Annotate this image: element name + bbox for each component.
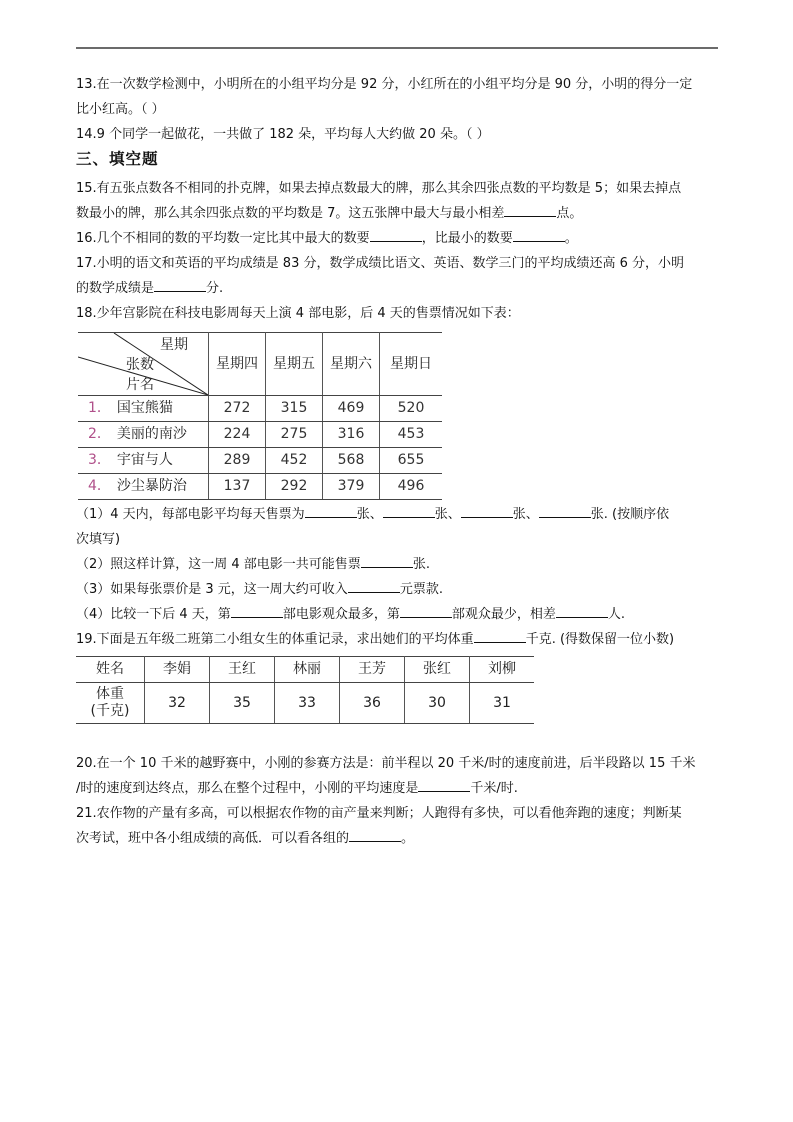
question-18-part-4 — [76, 602, 720, 627]
question-16 — [76, 226, 720, 251]
question-20 — [76, 751, 720, 801]
q18-text: 18.少年宫影院在科技电影周每天上演 4 部电影，后 4 天的售票情况如下表： — [76, 306, 520, 321]
question-13 — [76, 72, 720, 122]
row-header — [76, 683, 145, 724]
table-cell: 292 — [266, 474, 323, 500]
column-header: 星期日 — [380, 333, 443, 396]
answer-blank[interactable] — [348, 577, 400, 593]
question-19 — [76, 627, 720, 652]
answer-blank[interactable] — [361, 552, 413, 568]
table-cell: 452 — [266, 448, 323, 474]
worksheet-content — [76, 72, 720, 851]
answer-blank[interactable] — [370, 226, 422, 242]
question-21 — [76, 801, 720, 851]
q20-unit: 千米/时. — [470, 781, 518, 796]
q18-sub3-unit: 元票款. — [399, 582, 443, 597]
table-cell: 32 — [145, 683, 210, 724]
table-cell: 224 — [209, 422, 266, 448]
answer-blank[interactable] — [539, 502, 591, 518]
q19-unit: 千克. (得数保留一位小数) — [525, 632, 675, 647]
q14-text: 14.9 个同学一起做花，一共做了 182 朵，平均每人大约做 20 朵。（ ） — [76, 127, 490, 142]
weight-table — [76, 656, 534, 724]
q18-sub2-unit: 张. — [412, 557, 430, 572]
q17-unit: 分. — [206, 281, 224, 296]
q20-text-line2: /时的速度到达终点，那么在整个过程中，小刚的平均速度是 — [76, 781, 419, 796]
answer-blank[interactable] — [383, 502, 435, 518]
column-header: 王芳 — [340, 657, 405, 683]
q18-sub1-end: 张. (按顺序依 — [590, 507, 670, 522]
answer-blank[interactable] — [418, 776, 470, 792]
film-name: 国宝熊猫 — [116, 400, 173, 416]
table-cell: 655 — [380, 448, 443, 474]
ticket-sales-table — [78, 332, 442, 500]
row-label-unit: (千克) — [90, 703, 130, 719]
column-header: 李娟 — [145, 657, 210, 683]
table-cell: 36 — [340, 683, 405, 724]
film-index: 4． — [88, 478, 111, 494]
table-cell: 289 — [209, 448, 266, 474]
answer-blank[interactable] — [231, 602, 283, 618]
q18-sub1-sep: 张、 — [356, 507, 383, 522]
column-header: 王红 — [210, 657, 275, 683]
corner-label-tickets: 张数 — [126, 357, 154, 373]
question-18-part-2 — [76, 552, 720, 577]
table-cell: 520 — [380, 396, 443, 422]
question-15 — [76, 176, 720, 226]
table-header-row — [76, 657, 534, 683]
table-cell: 30 — [405, 683, 470, 724]
corner-label-weekday: 星期 — [160, 337, 188, 353]
q18-sub4-unit: 人. — [607, 607, 625, 622]
film-name-cell — [78, 474, 209, 500]
answer-blank[interactable] — [154, 276, 206, 292]
section-title-fill-in: 三、填空题 — [76, 150, 159, 168]
answer-blank[interactable] — [556, 602, 608, 618]
answer-blank[interactable] — [400, 602, 452, 618]
question-18-part-1 — [76, 502, 720, 552]
film-name: 宇宙与人 — [116, 452, 173, 468]
table-cell: 35 — [210, 683, 275, 724]
film-index: 2． — [88, 426, 111, 442]
table-row — [78, 422, 442, 448]
table-row — [78, 448, 442, 474]
table-cell: 33 — [275, 683, 340, 724]
q18-sub4-mid2: 部观众最少，相差 — [451, 607, 556, 622]
table-row — [78, 474, 442, 500]
question-18-intro — [76, 301, 720, 326]
q20-text-line1: 20.在一个 10 千米的越野赛中，小刚的参赛方法是：前半程以 20 千米/时的速度前进，后半段路以 15 千米 — [76, 756, 696, 771]
q18-sub1-line2: 次填写) — [76, 532, 121, 547]
q18-sub4-text: （4）比较一下后 4 天，第 — [76, 607, 231, 622]
q15-text-line1: 15.有五张点数各不相同的扑克牌，如果去掉点数最大的牌，那么其余四张点数的平均数是 5；如果去掉点 — [76, 181, 682, 196]
table-cell: 272 — [209, 396, 266, 422]
table-row — [76, 683, 534, 724]
column-header: 星期五 — [266, 333, 323, 396]
table-header-row — [78, 333, 442, 396]
film-name-cell — [78, 396, 209, 422]
table-cell: 137 — [209, 474, 266, 500]
column-header: 星期六 — [323, 333, 380, 396]
question-17 — [76, 251, 720, 301]
q17-text-line2: 的数学成绩是 — [76, 281, 155, 296]
answer-blank[interactable] — [513, 226, 565, 242]
answer-blank[interactable] — [305, 502, 357, 518]
row-label: 体重 — [96, 686, 124, 702]
q18-sub3-text: （3）如果每张票价是 3 元，这一周大约可收入 — [76, 582, 348, 597]
table-cell: 316 — [323, 422, 380, 448]
q18-sub1-sep: 张、 — [434, 507, 461, 522]
q18-sub2-text: （2）照这样计算，这一周 4 部电影一共可能售票 — [76, 557, 361, 572]
diagonal-corner-cell — [78, 333, 209, 396]
film-name-cell — [78, 448, 209, 474]
q18-sub1-sep: 张、 — [512, 507, 539, 522]
film-name-cell — [78, 422, 209, 448]
film-name: 美丽的南沙 — [116, 426, 187, 442]
table-cell: 379 — [323, 474, 380, 500]
column-header: 星期四 — [209, 333, 266, 396]
answer-blank[interactable] — [461, 502, 513, 518]
table-cell: 469 — [323, 396, 380, 422]
row-header: 姓名 — [76, 657, 145, 683]
table-cell: 31 — [470, 683, 535, 724]
q19-text: 19.下面是五年级二班第二小组女生的体重记录，求出她们的平均体重 — [76, 632, 474, 647]
table-cell: 315 — [266, 396, 323, 422]
table-row — [78, 396, 442, 422]
q16-text-mid: ，比最小的数要 — [421, 231, 513, 246]
answer-blank[interactable] — [349, 826, 401, 842]
spacer — [76, 724, 720, 751]
table-cell: 496 — [380, 474, 443, 500]
film-name: 沙尘暴防治 — [116, 478, 187, 494]
question-14 — [76, 122, 720, 147]
q21-text-line1: 21.农作物的产量有多高，可以根据农作物的亩产量来判断；人跑得有多快，可以看他奔跑的速度；判断某 — [76, 806, 682, 821]
q21-end: 。 — [401, 831, 415, 846]
film-index: 3． — [88, 452, 111, 468]
q15-text-line2: 数最小的牌，那么其余四张点数的平均数是 7。这五张牌中最大与最小相差 — [76, 206, 505, 221]
corner-label-film: 片名 — [126, 377, 154, 393]
column-header: 刘柳 — [470, 657, 535, 683]
q18-sub4-mid1: 部电影观众最多，第 — [282, 607, 400, 622]
q17-text-line1: 17.小明的语文和英语的平均成绩是 83 分，数学成绩比语文、英语、数学三门的平均成绩还高 6 分，小明 — [76, 256, 685, 271]
question-18-part-3 — [76, 577, 720, 602]
column-header: 林丽 — [275, 657, 340, 683]
table-cell: 275 — [266, 422, 323, 448]
q16-text-end: 。 — [564, 231, 578, 246]
table-cell: 453 — [380, 422, 443, 448]
q13-text-line1: 13.在一次数学检测中，小明所在的小组平均分是 92 分，小红所在的小组平均分是 90 分，小明的得分一定 — [76, 77, 693, 92]
answer-blank[interactable] — [474, 627, 526, 643]
header-rule — [76, 47, 718, 49]
column-header: 张红 — [405, 657, 470, 683]
q18-sub1-text: （1）4 天内，每部电影平均每天售票为 — [76, 507, 305, 522]
q15-unit: 点。 — [556, 206, 583, 221]
table-cell: 568 — [323, 448, 380, 474]
q13-text-line2: 比小红高。（ ） — [76, 102, 165, 117]
q16-text: 16.几个不相同的数的平均数一定比其中最大的数要 — [76, 231, 370, 246]
answer-blank[interactable] — [504, 201, 556, 217]
q21-text-line2: 次考试，班中各小组成绩的高低．可以看各组的 — [76, 831, 350, 846]
film-index: 1． — [88, 400, 111, 416]
